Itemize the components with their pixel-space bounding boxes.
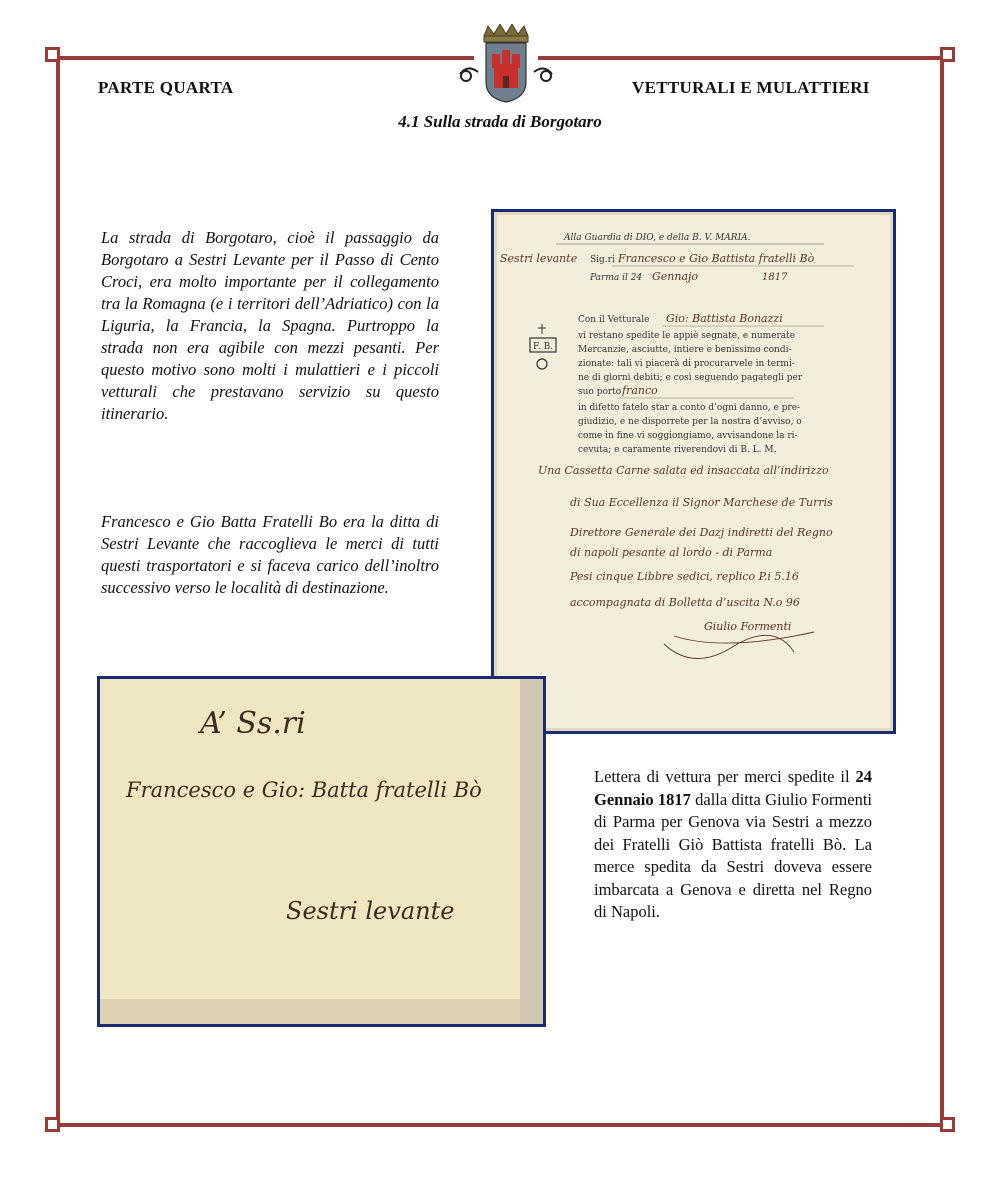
- chapter-title: VETTURALI E MULATTIERI: [632, 78, 870, 97]
- frame-corner-bottom-right: [940, 1117, 955, 1132]
- letter-caption: [594, 766, 872, 924]
- letter-ms-3: Direttore Generale dei Dazj indiretti del Regno: [570, 526, 833, 539]
- letter-print-1: vi restano spedite le appiè segnate, e numerate: [578, 331, 796, 341]
- letter-print-7: giudizio, e ne disporrete per la nostra d’avviso, o: [578, 417, 802, 427]
- castle-crest-icon: [456, 24, 556, 106]
- letter-addr-names: Francesco e Gio Battista fratelli Bò: [618, 252, 815, 265]
- letter-opening: Con il Vetturale: [578, 315, 650, 325]
- letter-ms-6: accompagnata di Bolletta d’uscita N.o 96: [570, 596, 800, 609]
- section-title: 4.1 Sulla strada di Borgotaro: [398, 112, 602, 131]
- letter-ms-4: di napoli pesante al lordo - di Parma: [570, 546, 773, 559]
- cover-line-1: A’ Ss.ri: [200, 706, 306, 741]
- merchant-mark: F. B.: [533, 342, 554, 352]
- letter-carrier: Gio: Battista Bonazzi: [666, 312, 783, 325]
- company-paragraph: Francesco e Gio Batta Fratelli Bo era la ditta di Sestri Levante che raccoglieva le merci di tutti questi trasportatori e si faceva carico dell’inoltro successivo verso le località di destinazione.: [101, 512, 439, 597]
- intro-paragraph: La strada di Borgotaro, cioè il passaggio da Borgotaro a Sestri Levante per il Passo di Cento Croci, era molto importante per il collegamento tra la Romagna (e i territori dell’Adriatico) con la Liguria, la Francia, la Spagna. Purtroppo la strada non era agibile con mezzi pesanti. Per questo motivo sono molti i mulattieri e i piccoli vetturali che prestavano servizio su questo itinerario.: [101, 228, 439, 423]
- letter-print-2: Mercanzie, asciutte, intiere e benissimo condi-: [578, 345, 792, 355]
- letter-print-5a: suo porto: [578, 387, 622, 397]
- frame-right-line: [940, 56, 944, 1126]
- letter-print-6: in difetto fatelo star a conto d’ogni danno, e pre-: [578, 403, 801, 413]
- letter-print-8: come in fine vi soggiongiamo, avvisandone la ri-: [578, 431, 798, 441]
- letter-print-3: zionate: tali vi piacerà di procurarvele in termi-: [578, 359, 795, 369]
- letter-print-9: cevuta; e caramente riverendovi di B. L. M.: [578, 445, 777, 455]
- caption-part-1: Lettera di vettura per merci spedite il: [594, 767, 850, 786]
- letter-print-5b: franco: [622, 384, 658, 397]
- frame-bottom-line: [54, 1123, 946, 1127]
- waybill-letter-image: [491, 209, 896, 734]
- letter-addr-place: Sestri levante: [500, 252, 578, 265]
- frame-corner-top-right: [940, 47, 955, 62]
- letter-heading: Alla Guardia di DIO, e della B. V. MARIA.: [564, 233, 751, 243]
- caption-part-2: dalla ditta Giulio Formenti di Parma per Genova via Sestri a mezzo dei Fratelli Giò Battista fratelli Bò. La merce spedita da Sestri doveva essere imbarcata a Genova e diretta nel Regno di Napoli.: [594, 789, 872, 921]
- cover-line-3: Sestri levante: [286, 897, 455, 925]
- letter-ms-5: Pesi cinque Libbre sedici, replico P.i 5.16: [570, 570, 799, 583]
- letter-ms-2: di Sua Eccellenza il Signor Marchese de Turris: [570, 496, 833, 509]
- letter-addr-sig: Sig.ri: [590, 255, 615, 265]
- letter-date-prefix: Parma il 24: [590, 273, 643, 283]
- letter-signature: Giulio Formenti: [704, 620, 792, 633]
- caption-date: 24 Gennaio 1817: [594, 767, 873, 809]
- letter-print-4: ne di giorni debiti; e così seguendo pagategli per: [578, 373, 803, 383]
- letter-date-year: 1817: [762, 272, 788, 283]
- letter-cover-image: [97, 676, 546, 1027]
- letter-date-month: Gennajo: [652, 270, 699, 283]
- letter-ms-1: Una Cassetta Carne salata ed insaccata all’indirizzo: [538, 464, 829, 477]
- frame-left-line: [56, 56, 60, 1126]
- cover-line-2: Francesco e Gio: Batta fratelli Bò: [126, 778, 482, 802]
- frame-corner-top-left: [45, 47, 60, 62]
- frame-corner-bottom-left: [45, 1117, 60, 1132]
- part-title: PARTE QUARTA: [98, 78, 234, 97]
